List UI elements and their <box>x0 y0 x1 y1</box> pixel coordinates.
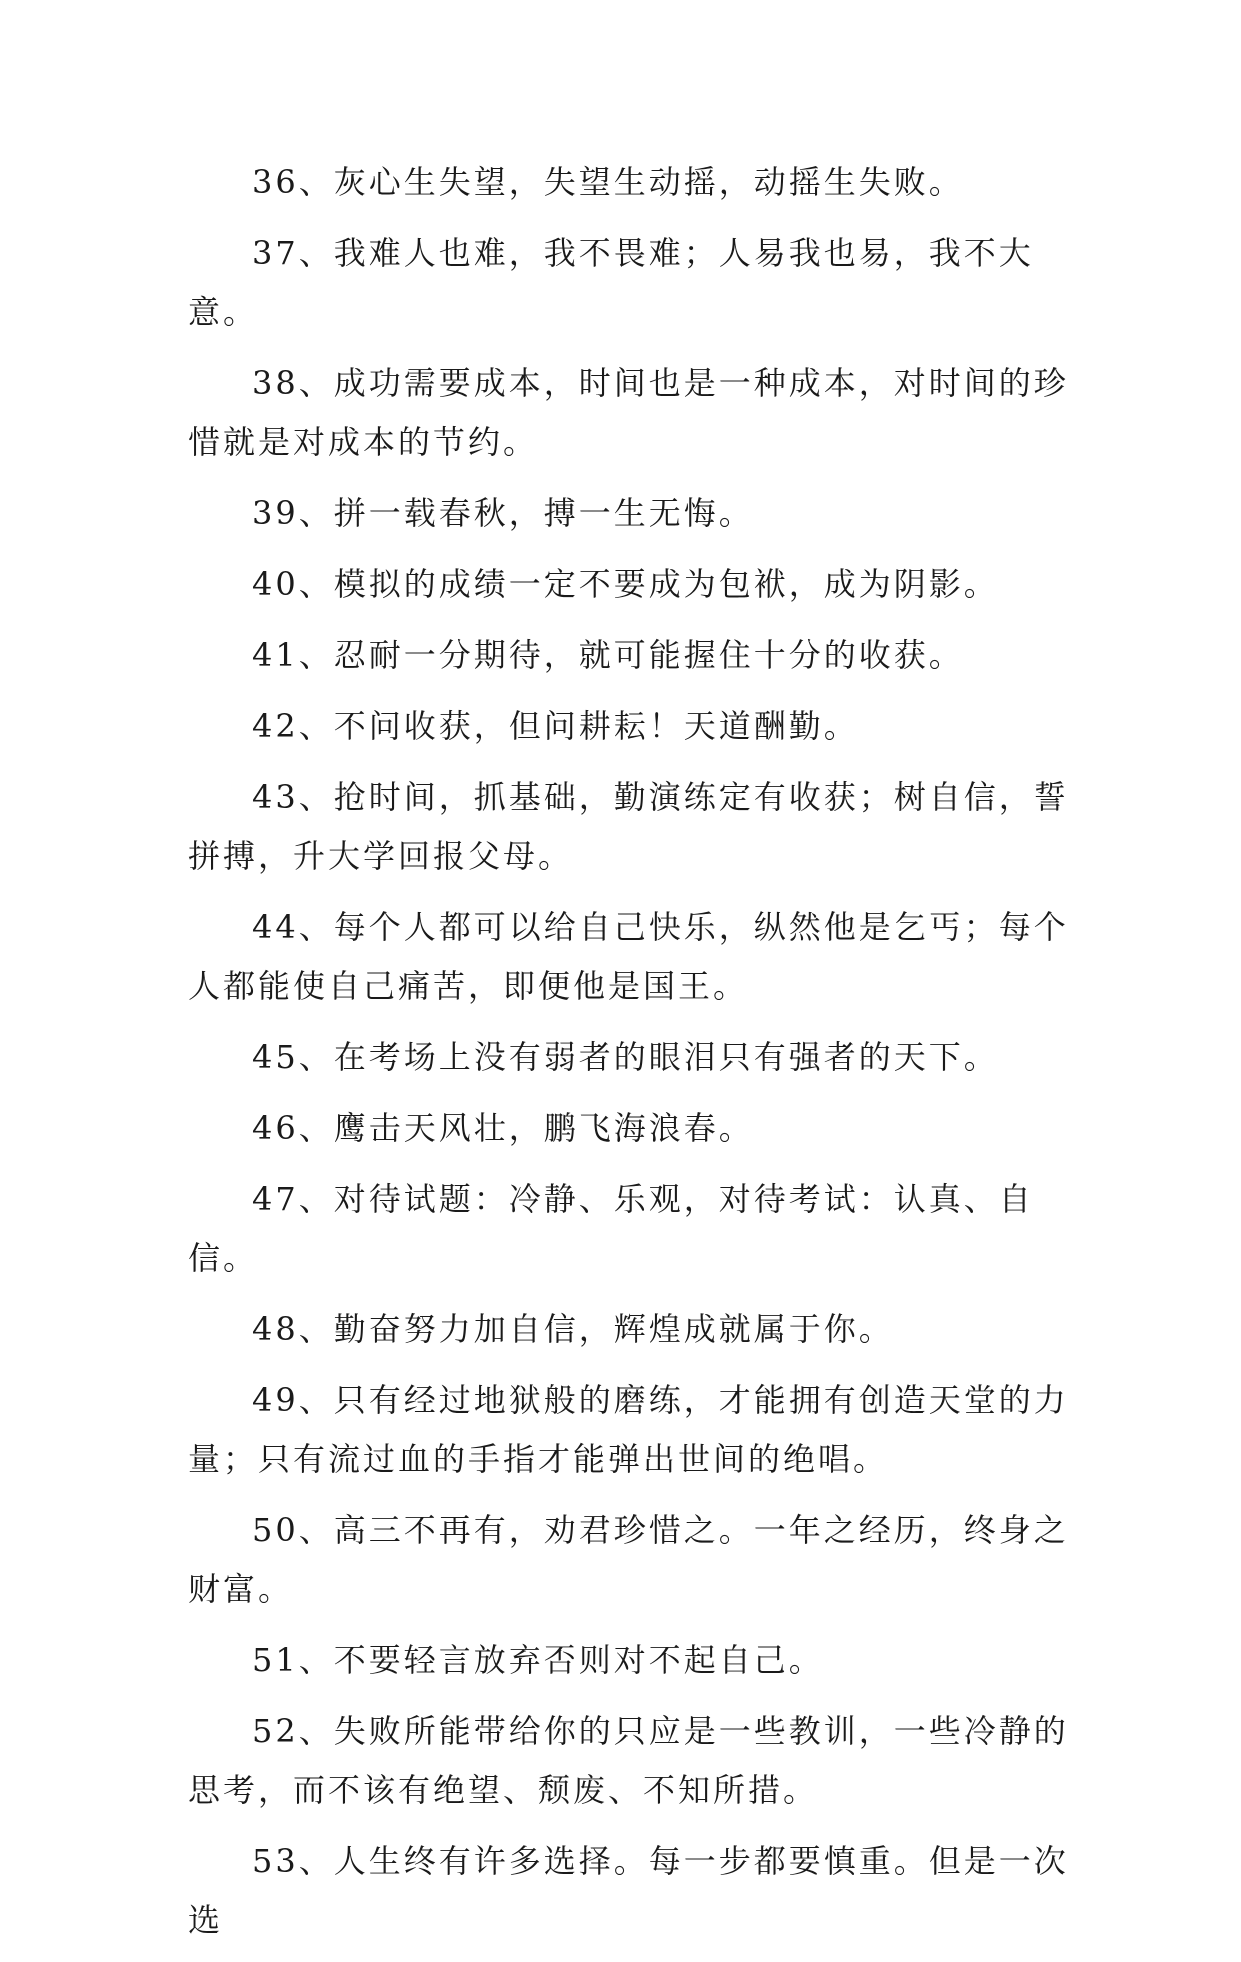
quote-item: 49、只有经过地狱般的磨练，才能拥有创造天堂的力量；只有流过血的手指才能弹出世间的绝唱。 <box>188 1381 1069 1478</box>
quote-list <box>188 153 1088 1962</box>
quote-item: 50、高三不再有，劝君珍惜之。一年之经历，终身之财富。 <box>188 1511 1069 1608</box>
quote-item: 44、每个人都可以给自己快乐，纵然他是乞丐；每个人都能使自己痛苦，即便他是国王。 <box>188 908 1069 1005</box>
quote-item: 52、失败所能带给你的只应是一些教训，一些冷静的思考，而不该有绝望、颓废、不知所措。 <box>188 1712 1069 1809</box>
quote-item: 38、成功需要成本，时间也是一种成本，对时间的珍惜就是对成本的节约。 <box>188 364 1069 461</box>
quote-item: 41、忍耐一分期待，就可能握住十分的收获。 <box>252 636 964 674</box>
quote-item: 48、勤奋努力加自信，辉煌成就属于你。 <box>252 1310 894 1348</box>
quote-item: 42、不问收获，但问耕耘！天道酬勤。 <box>252 707 859 745</box>
quote-item: 45、在考场上没有弱者的眼泪只有强者的天下。 <box>252 1038 999 1076</box>
quote-item: 46、鹰击天风壮，鹏飞海浪春。 <box>252 1109 754 1147</box>
quote-item: 39、拼一载春秋，搏一生无悔。 <box>252 494 754 532</box>
quote-item: 53、人生终有许多选择。每一步都要慎重。但是一次选 <box>188 1842 1069 1939</box>
quote-item: 43、抢时间，抓基础，勤演练定有收获；树自信，誓拼搏，升大学回报父母。 <box>188 778 1069 875</box>
quote-item: 51、不要轻言放弃否则对不起自己。 <box>252 1641 824 1679</box>
quote-item: 47、对待试题：冷静、乐观，对待考试：认真、自信。 <box>188 1180 1034 1277</box>
quote-item: 36、灰心生失望，失望生动摇，动摇生失败。 <box>252 163 964 201</box>
quote-item: 40、模拟的成绩一定不要成为包袱，成为阴影。 <box>252 565 999 603</box>
quote-item: 37、我难人也难，我不畏难；人易我也易，我不大意。 <box>188 234 1034 331</box>
